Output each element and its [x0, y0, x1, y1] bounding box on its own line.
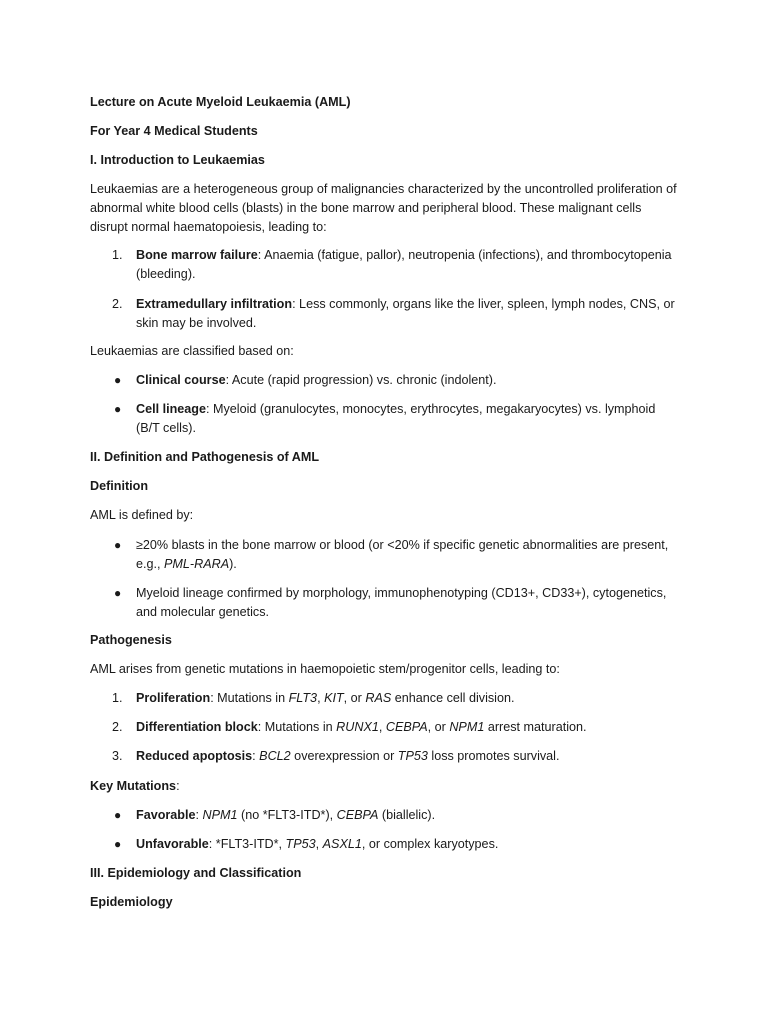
bullet-icon: ● [114, 837, 122, 851]
list-item-extramedullary-infiltration: Extramedullary infiltration: Less commonly, organs like the liver, spleen, lymph nodes, CNS, or skin may be involved. [136, 297, 675, 330]
bullet-icon: ● [114, 538, 122, 552]
bullet-clinical-course: Clinical course: Acute (rapid progression) vs. chronic (indolent). [136, 373, 497, 387]
document-title: Lecture on Acute Myeloid Leukaemia (AML) [90, 95, 351, 109]
bullet-blast-threshold: ≥20% blasts in the bone marrow or blood (or <20% if specific genetic abnormalities are present, e.g., PML-RARA). [136, 538, 669, 571]
bullet-icon: ● [114, 586, 122, 600]
subheading-key-mutations: Key Mutations: [90, 779, 180, 793]
bullet-favorable-mutations: Favorable: NPM1 (no *FLT3-ITD*), CEBPA (biallelic). [136, 808, 436, 822]
list-number: 1. [112, 691, 123, 705]
list-item-proliferation: Proliferation: Mutations in FLT3, KIT, or RAS enhance cell division. [136, 691, 515, 705]
classification-intro: Leukaemias are classified based on: [90, 344, 294, 358]
bullet-cell-lineage: Cell lineage: Myeloid (granulocytes, monocytes, erythrocytes, megakaryocytes) vs. lymphoid (B/T cells). [136, 402, 656, 435]
definition-intro: AML is defined by: [90, 508, 194, 522]
list-number: 2. [112, 297, 123, 311]
bullet-unfavorable-mutations: Unfavorable: *FLT3-ITD*, TP53, ASXL1, or complex karyotypes. [136, 837, 499, 851]
document-subtitle: For Year 4 Medical Students [90, 124, 258, 138]
pathogenesis-intro: AML arises from genetic mutations in haemopoietic stem/progenitor cells, leading to: [90, 662, 560, 676]
section-heading-introduction: I. Introduction to Leukaemias [90, 153, 265, 167]
bullet-icon: ● [114, 373, 122, 387]
subheading-pathogenesis: Pathogenesis [90, 633, 172, 647]
bullet-icon: ● [114, 808, 122, 822]
bullet-myeloid-lineage: Myeloid lineage confirmed by morphology, immunophenotyping (CD13+, CD33+), cytogenetics, and molecular genetics. [136, 586, 667, 619]
intro-paragraph: Leukaemias are a heterogeneous group of malignancies characterized by the uncontrolled proliferation of abnormal white blood cells (blasts) in the bone marrow and peripheral blood. These malignant cells disrupt normal haematopoiesis, leading to: [90, 182, 677, 234]
list-number: 2. [112, 720, 123, 734]
list-number: 1. [112, 248, 123, 262]
list-item-bone-marrow-failure: Bone marrow failure: Anaemia (fatigue, pallor), neutropenia (infections), and thrombocytopenia (bleeding). [136, 248, 672, 281]
subheading-definition: Definition [90, 479, 149, 493]
section-heading-epidemiology-classification: III. Epidemiology and Classification [90, 866, 302, 880]
list-number: 3. [112, 749, 123, 763]
subheading-epidemiology: Epidemiology [90, 895, 173, 909]
list-item-reduced-apoptosis: Reduced apoptosis: BCL2 overexpression or TP53 loss promotes survival. [136, 749, 560, 763]
list-item-differentiation-block: Differentiation block: Mutations in RUNX1, CEBPA, or NPM1 arrest maturation. [136, 720, 587, 734]
section-heading-definition-pathogenesis: II. Definition and Pathogenesis of AML [90, 450, 320, 464]
bullet-icon: ● [114, 402, 122, 416]
